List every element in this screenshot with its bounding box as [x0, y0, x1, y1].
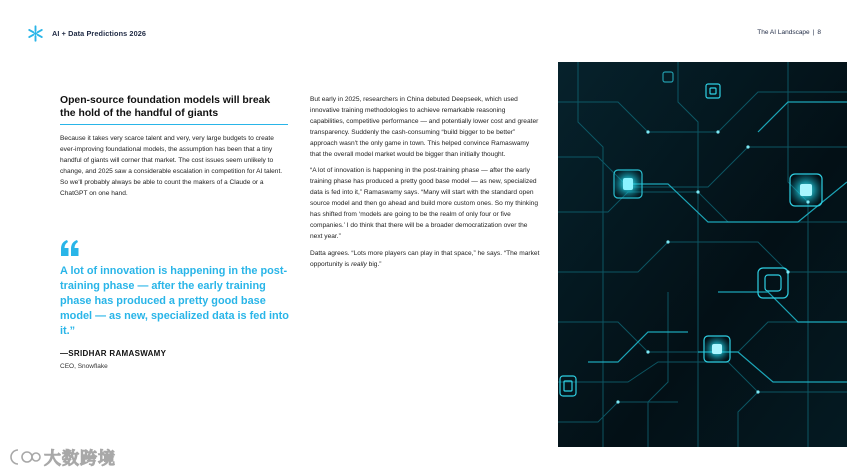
header-separator: | — [812, 29, 815, 36]
datta-text-end: big.” — [366, 260, 382, 268]
intro-paragraph: Because it takes very scarce talent and very, very large budgets to create ever-improving foundational models, the assumption has been that a tiny handful of giants will corner that market. The cost issues seem unlikely to change, and 2025 saw a considerable escalation in competition for AI talent. So we'll probably always be able to count the makers of a Claude or a ChatGPT on one hand. — [60, 135, 283, 197]
datta-emphasis: really — [351, 260, 367, 268]
paragraph-datta — [310, 249, 540, 271]
watermark — [8, 444, 116, 469]
quotation-mark-icon — [60, 239, 80, 257]
paragraph-ramaswamy-quote: “A lot of innovation is happening in the post-training phase — after the early training phase has produced a pretty good base model — as new, specialized data is fed into it,” Ramaswamy says. “Many will start with the standard open source model and then go ahead and build more custom ones. So my thinking has shifted from ‘models are going to be the realm of only four or five companies.’ I do think that there will be a broader democratization over the next year.” — [310, 167, 538, 240]
pull-quote-text: A lot of innovation is happening in the post-training phase — after the early training phase has produced a pretty good base model — as new, specialized data is fed into it.” — [60, 265, 289, 337]
snowflake-logo-icon — [27, 25, 44, 42]
left-column — [60, 94, 288, 199]
paragraph-deepseek: But early in 2025, researchers in China debuted Deepseek, which used innovative training methodologies to achieve remarkable reasoning capabilities, competitive performance — and potentially lower cost and greater transparency. Suddenly the cash-consuming “build bigger to be better” approach wasn't the only game in town. This helped convince Ramaswamy that the overall model market would be bigger than initially thought. — [310, 96, 539, 158]
page-number: 8 — [817, 29, 821, 36]
circuit-hero-image — [558, 62, 847, 447]
watermark-logo-icon — [8, 447, 42, 467]
datta-text-start: Datta agrees. “Lots more players can play in that space,” he says. “The market opportunity is — [310, 249, 540, 268]
quote-author: —SRIDHAR RAMASWAMY — [60, 349, 167, 358]
page-header-right — [757, 29, 821, 36]
watermark-text: 大数跨境 — [44, 449, 116, 469]
article-heading: Open-source foundation models will break the hold of the handful of giants — [60, 94, 288, 125]
header-brand — [27, 25, 146, 42]
circuit-illustration — [558, 62, 847, 447]
right-column — [310, 95, 540, 277]
section-name: The AI Landscape — [757, 29, 810, 36]
report-title: AI + Data Predictions 2026 — [52, 29, 147, 38]
quote-author-role: CEO, Snowflake — [60, 363, 108, 370]
